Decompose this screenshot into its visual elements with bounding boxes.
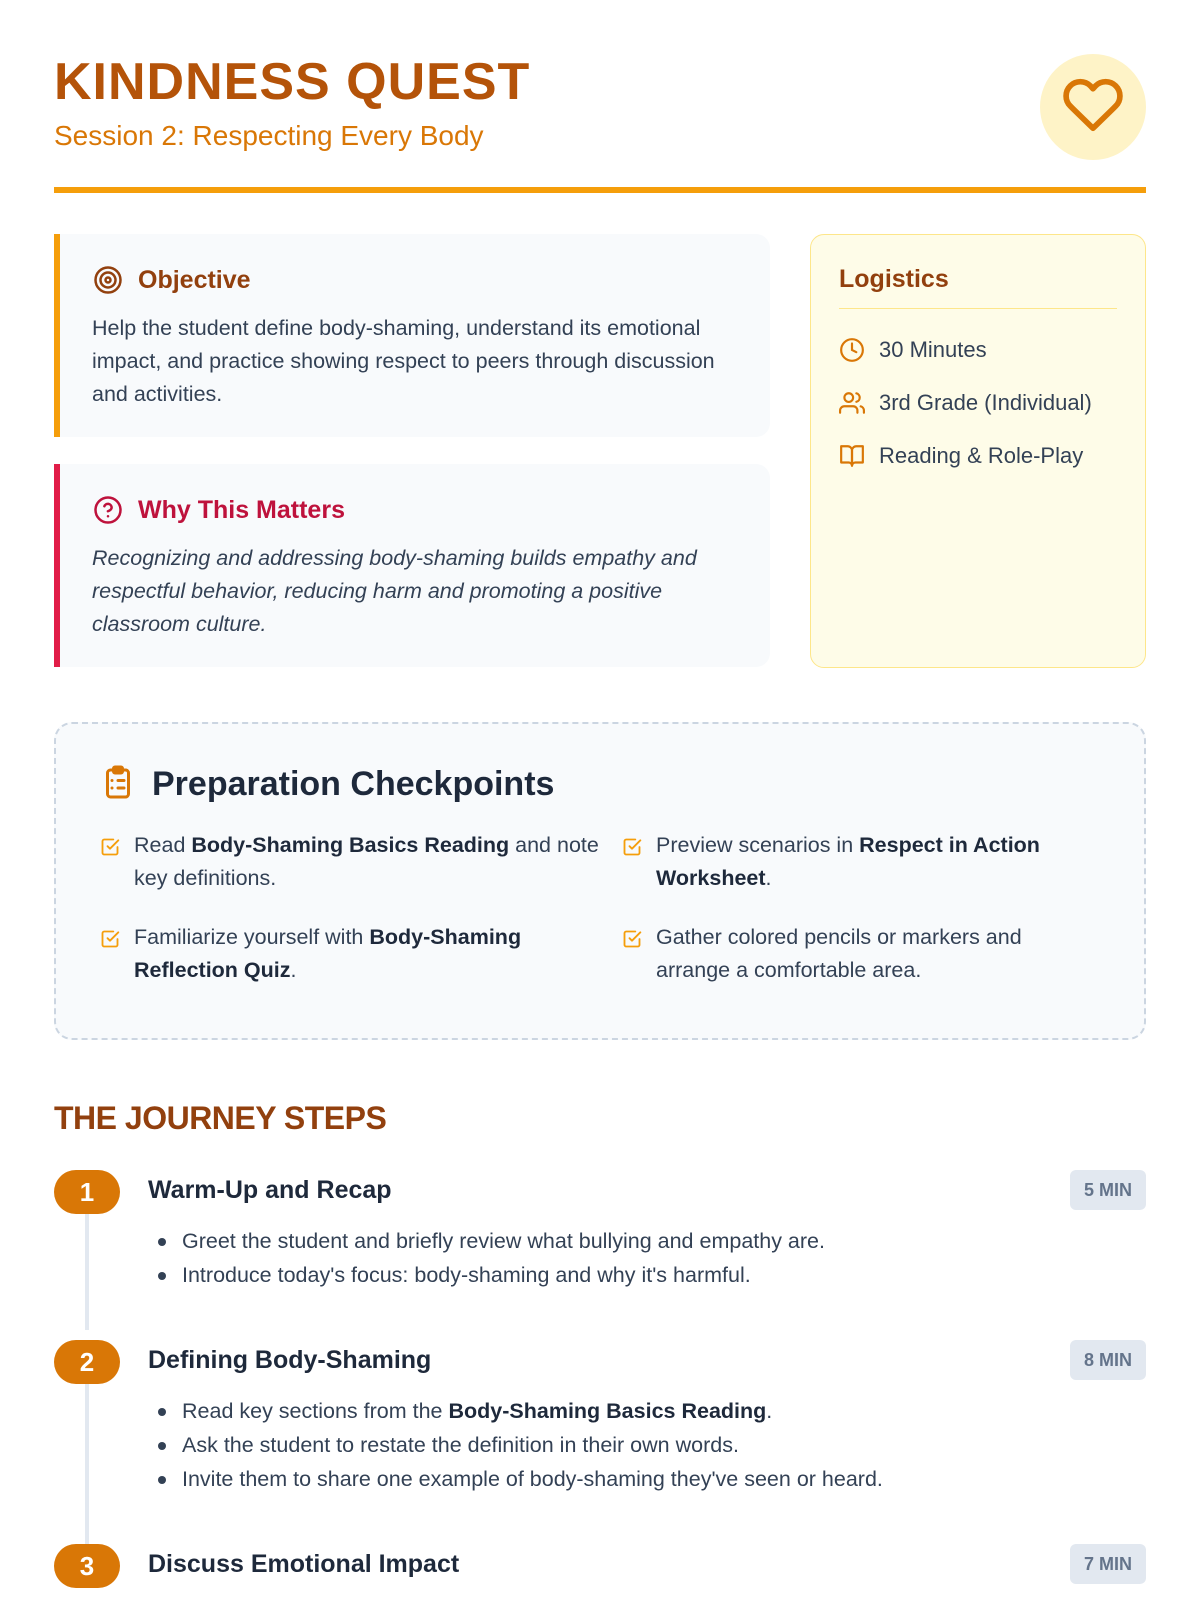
clock-icon xyxy=(839,337,865,363)
step-bullets xyxy=(148,1394,1026,1496)
check-square-icon xyxy=(100,929,122,951)
heart-badge xyxy=(1040,54,1146,160)
check-square-icon xyxy=(622,837,644,859)
step-bullet: Greet the student and briefly review what bullying and empathy are. xyxy=(148,1224,1026,1258)
step-title: Discuss Emotional Impact xyxy=(148,1550,460,1578)
step-title: Warm-Up and Recap xyxy=(148,1176,392,1204)
objective-text: Help the student define body-shaming, understand its emotional impact, and practice showing respect to peers through discussion and activities. xyxy=(92,316,715,406)
logistics-label: 3rd Grade (Individual) xyxy=(879,389,1092,415)
step-duration-badge: 7 MIN xyxy=(1070,1544,1146,1584)
logistics-label: Reading & Role-Play xyxy=(879,442,1084,468)
target-icon xyxy=(92,264,124,296)
check-square-icon xyxy=(622,929,644,951)
step-title: Defining Body-Shaming xyxy=(148,1346,432,1374)
step-1 xyxy=(54,1170,1146,1340)
steps-heading: THE JOURNEY STEPS xyxy=(54,1100,387,1136)
step-number: 3 xyxy=(54,1544,120,1588)
logistics-item-format xyxy=(839,429,1117,482)
step-bullet: Introduce today's focus: body-shaming and why it's harmful. xyxy=(148,1258,1026,1292)
step-number: 1 xyxy=(54,1170,120,1214)
step-connector xyxy=(85,1214,89,1330)
why-title: Why This Matters xyxy=(138,495,345,524)
overview-section xyxy=(54,234,1146,668)
objective-title: Objective xyxy=(138,265,251,294)
logistics-label: 30 Minutes xyxy=(879,336,987,362)
prep-item: Gather colored pencils or markers and arrange a comfortable area. xyxy=(622,921,1100,987)
heart-icon xyxy=(1062,74,1124,141)
step-duration-badge: 8 MIN xyxy=(1070,1340,1146,1380)
preparation-checkpoints xyxy=(54,722,1146,1040)
logistics-card xyxy=(810,234,1146,668)
check-square-icon xyxy=(100,837,122,859)
step-number: 2 xyxy=(54,1340,120,1384)
prep-item: Preview scenarios in Respect in Action Worksheet. xyxy=(622,829,1100,895)
page-subtitle: Session 2: Respecting Every Body xyxy=(54,120,484,151)
logistics-title: Logistics xyxy=(839,265,1117,309)
clipboard-list-icon xyxy=(100,764,136,805)
why-text: Recognizing and addressing body-shaming builds empathy and respectful behavior, reducing harm and promoting a positive classroom culture. xyxy=(92,546,697,636)
why-card xyxy=(54,464,770,667)
logistics-item-grade xyxy=(839,376,1117,429)
question-circle-icon xyxy=(92,494,124,526)
step-3 xyxy=(54,1544,1146,1600)
users-icon xyxy=(839,390,865,416)
page-title: KINDNESS QUEST xyxy=(54,53,531,111)
prep-item: Familiarize yourself with Body-Shaming Reflection Quiz. xyxy=(100,921,622,987)
step-bullet: Invite them to share one example of body-shaming they've seen or heard. xyxy=(148,1462,1026,1496)
step-connector xyxy=(85,1384,89,1556)
step-bullet: Read key sections from the Body-Shaming Basics Reading. xyxy=(148,1394,1026,1428)
step-2 xyxy=(54,1340,1146,1544)
prep-item: Read Body-Shaming Basics Reading and note key definitions. xyxy=(100,829,622,895)
step-bullets xyxy=(148,1224,1026,1292)
book-open-icon xyxy=(839,443,865,469)
logistics-item-duration xyxy=(839,323,1117,376)
step-bullet: Ask the student to restate the definition in their own words. xyxy=(148,1428,1026,1462)
step-duration-badge: 5 MIN xyxy=(1070,1170,1146,1210)
page-header xyxy=(54,0,1146,193)
prep-title: Preparation Checkpoints xyxy=(152,765,555,803)
objective-card xyxy=(54,234,770,437)
